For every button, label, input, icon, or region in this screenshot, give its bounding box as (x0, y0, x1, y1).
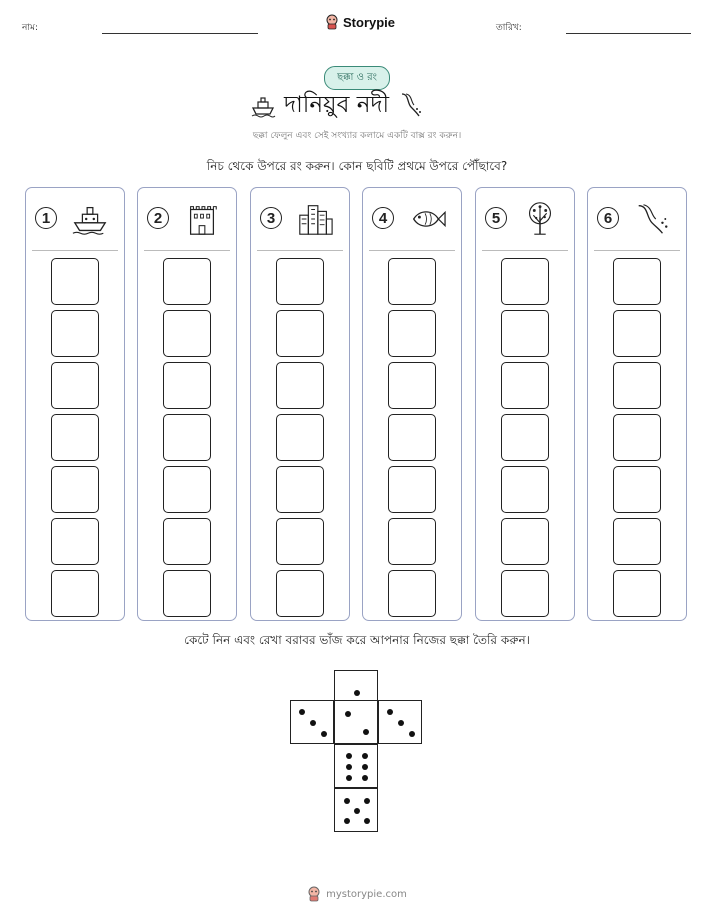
die-pip (362, 764, 368, 770)
die-pip (346, 764, 352, 770)
color-box[interactable] (51, 414, 99, 461)
die-pip (346, 753, 352, 759)
die-pip (387, 709, 393, 715)
color-box[interactable] (388, 466, 436, 513)
column-divider (594, 250, 680, 251)
river-icon (632, 200, 672, 238)
color-box[interactable] (388, 414, 436, 461)
column-1 (25, 187, 125, 621)
worksheet-header (0, 14, 714, 44)
title-row (250, 86, 470, 124)
die-face-3 (290, 700, 334, 744)
column-2 (137, 187, 237, 621)
column-4 (362, 187, 462, 621)
storypie-logo-icon (325, 14, 339, 30)
die-pip (345, 711, 351, 717)
color-box[interactable] (388, 362, 436, 409)
color-box[interactable] (276, 362, 324, 409)
color-box[interactable] (613, 518, 661, 565)
column-number: 5 (485, 207, 507, 229)
die-pip (363, 729, 369, 735)
die-pip (398, 720, 404, 726)
date-label: তারিখ: (496, 23, 522, 33)
color-box[interactable] (163, 570, 211, 617)
color-box[interactable] (613, 570, 661, 617)
column-divider (369, 250, 455, 251)
column-5 (475, 187, 575, 621)
color-box[interactable] (501, 518, 549, 565)
color-box[interactable] (163, 258, 211, 305)
name-label: নাম: (22, 23, 39, 33)
fish-icon (407, 200, 447, 238)
color-box[interactable] (501, 570, 549, 617)
color-box[interactable] (388, 258, 436, 305)
river-icon (397, 91, 423, 119)
die-pip (310, 720, 316, 726)
color-box[interactable] (51, 362, 99, 409)
die-face-2 (334, 700, 378, 744)
city-icon (295, 200, 335, 238)
color-box[interactable] (276, 466, 324, 513)
color-box[interactable] (613, 414, 661, 461)
color-box[interactable] (613, 362, 661, 409)
name-field-line[interactable] (102, 33, 258, 34)
color-box[interactable] (163, 310, 211, 357)
color-box[interactable] (51, 258, 99, 305)
footer (0, 886, 714, 902)
column-divider (257, 250, 343, 251)
color-box[interactable] (163, 414, 211, 461)
die-pip (344, 798, 350, 804)
color-box[interactable] (276, 414, 324, 461)
subtitle: ছক্কা ফেলুন এবং সেই সংখ্যার কলামে একটি বাক্স রং করুন। (252, 131, 462, 141)
die-pip (299, 709, 305, 715)
color-box[interactable] (501, 362, 549, 409)
color-box[interactable] (501, 414, 549, 461)
storypie-logo-icon (307, 886, 321, 902)
column-number: 1 (35, 207, 57, 229)
tree-icon (520, 200, 560, 238)
die-face-5 (334, 788, 378, 832)
activity-badge: ছক্কা ও রং (324, 66, 390, 90)
die-net (290, 670, 422, 836)
boat-icon (70, 200, 110, 238)
color-box[interactable] (51, 518, 99, 565)
column-divider (482, 250, 568, 251)
footer-url: mystorypie.com (326, 888, 407, 900)
die-pip (346, 775, 352, 781)
column-number: 3 (260, 207, 282, 229)
color-box[interactable] (501, 466, 549, 513)
color-box[interactable] (163, 466, 211, 513)
column-3 (250, 187, 350, 621)
die-pip (409, 731, 415, 737)
brand-name: Storypie (343, 14, 396, 30)
die-pip (321, 731, 327, 737)
cut-instruction: কেটে নিন এবং রেখা বরাবর ভাঁজ করে আপনার নিজের ছক্কা তৈরি করুন। (184, 633, 530, 647)
die-pip (354, 808, 360, 814)
color-box[interactable] (51, 310, 99, 357)
page-title: দানিয়ুব নদী (284, 91, 390, 118)
column-number: 6 (597, 207, 619, 229)
die-pip (362, 775, 368, 781)
die-pip (364, 818, 370, 824)
color-box[interactable] (501, 258, 549, 305)
color-box[interactable] (276, 570, 324, 617)
column-divider (144, 250, 230, 251)
color-box[interactable] (51, 466, 99, 513)
color-box[interactable] (163, 362, 211, 409)
die-face-6 (334, 744, 378, 788)
color-box[interactable] (388, 518, 436, 565)
color-box[interactable] (276, 258, 324, 305)
castle-icon (182, 200, 222, 238)
color-box[interactable] (501, 310, 549, 357)
color-box[interactable] (388, 310, 436, 357)
boat-icon (250, 92, 276, 118)
die-pip (344, 818, 350, 824)
color-box[interactable] (163, 518, 211, 565)
color-box[interactable] (276, 518, 324, 565)
color-box[interactable] (276, 310, 324, 357)
die-pip (364, 798, 370, 804)
die-pip (354, 690, 360, 696)
die-pip (362, 753, 368, 759)
color-box[interactable] (613, 258, 661, 305)
die-face-3 (378, 700, 422, 744)
instruction-text: নিচ থেকে উপরে রং করুন। কোন ছবিটি প্রথমে উপরে পৌঁছাবে? (206, 159, 508, 173)
column-number: 4 (372, 207, 394, 229)
column-6 (587, 187, 687, 621)
column-divider (32, 250, 118, 251)
date-field-line[interactable] (566, 33, 691, 34)
color-box[interactable] (613, 310, 661, 357)
column-number: 2 (147, 207, 169, 229)
color-box[interactable] (388, 570, 436, 617)
color-box[interactable] (51, 570, 99, 617)
brand (325, 14, 395, 30)
color-box[interactable] (613, 466, 661, 513)
